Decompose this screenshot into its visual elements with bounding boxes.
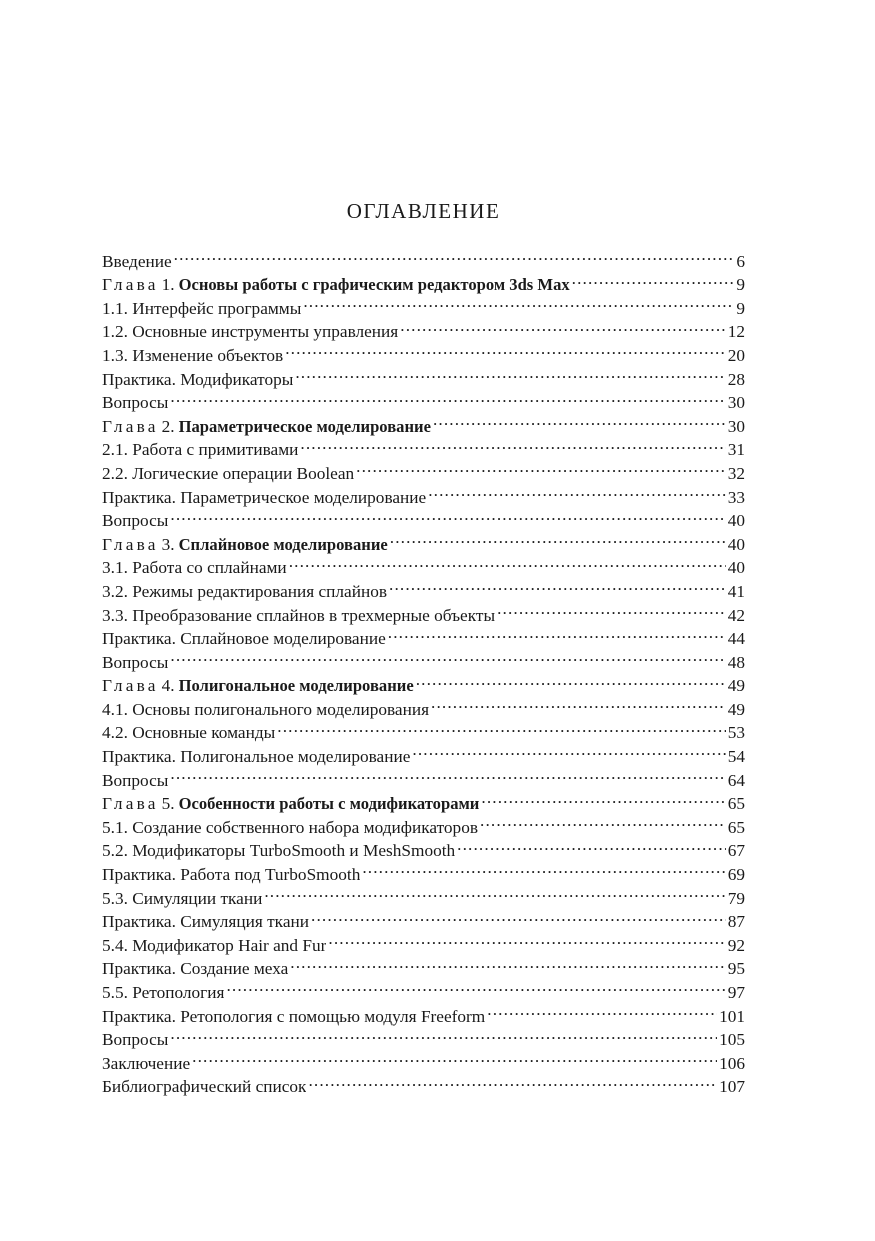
dot-leader xyxy=(433,408,726,432)
dot-leader xyxy=(226,974,725,998)
chapter-prefix: Глава xyxy=(102,534,159,554)
dot-leader xyxy=(174,243,735,267)
toc-entry-label xyxy=(102,674,414,698)
toc-entry-label xyxy=(102,1028,168,1052)
section-title: 1.2. Основные инструменты управления xyxy=(102,322,399,342)
section-title: Практика. Полигональное моделирование xyxy=(102,747,411,767)
page-number: 32 xyxy=(727,463,745,483)
dot-leader xyxy=(300,432,725,456)
dot-leader xyxy=(192,1045,717,1069)
section-title: 5.2. Модификаторы TurboSmooth и MeshSmooth xyxy=(102,841,456,861)
section-title: 5.4. Модификатор Hair and Fur xyxy=(102,935,327,955)
toc-entry-label xyxy=(102,438,298,462)
page-number: 95 xyxy=(727,959,745,979)
section-title: Практика. Работа под TurboSmooth xyxy=(102,865,361,885)
section-title: Вопросы xyxy=(102,770,169,790)
section-title: 4.1. Основы полигонального моделирования xyxy=(102,699,430,719)
section-title: Практика. Параметрическое моделирование xyxy=(102,487,427,507)
page-number: 9 xyxy=(736,275,745,295)
toc-entry[interactable] xyxy=(102,762,745,790)
section-title: Практика. Симуляция ткани xyxy=(102,912,309,932)
page-number: 6 xyxy=(736,251,745,271)
section-title: Вопросы xyxy=(102,393,169,413)
page-number: 40 xyxy=(727,558,745,578)
toc-entry[interactable] xyxy=(102,385,745,413)
dot-leader xyxy=(388,621,726,645)
page-number: 40 xyxy=(727,534,745,554)
section-title: 5.1. Создание собственного набора модификаторов xyxy=(102,817,478,837)
chapter-number: 4. xyxy=(161,676,175,696)
page-number: 65 xyxy=(727,817,745,837)
chapter-number: 2. xyxy=(161,416,175,436)
page-number: 49 xyxy=(727,699,745,719)
toc-entry-label xyxy=(102,391,168,415)
dot-leader xyxy=(295,361,725,385)
toc-entry-label xyxy=(102,509,168,533)
chapter-number: 1. xyxy=(161,275,175,295)
toc-entry-label xyxy=(102,462,354,486)
dot-leader xyxy=(170,503,725,527)
dot-leader xyxy=(572,267,735,291)
toc-entry-label xyxy=(102,769,168,793)
toc-entry[interactable] xyxy=(102,1069,745,1097)
dot-leader xyxy=(481,786,725,810)
page-title: ОГЛАВЛЕНИЕ xyxy=(346,199,501,223)
toc-entry-label xyxy=(102,651,168,675)
page-number: 12 xyxy=(727,322,745,342)
section-title: Практика. Ретопология с помощью модуля Freeform xyxy=(102,1006,486,1026)
dot-leader xyxy=(289,550,726,574)
dot-leader xyxy=(390,526,726,550)
page-number: 64 xyxy=(727,770,745,790)
toc-entry[interactable] xyxy=(102,408,745,436)
dot-leader xyxy=(170,1022,717,1046)
section-title: Вопросы xyxy=(102,652,169,672)
section-title: Вопросы xyxy=(102,1030,169,1050)
page-number: 48 xyxy=(727,652,745,672)
page-number: 20 xyxy=(727,345,745,365)
toc-entry[interactable] xyxy=(102,786,745,814)
dot-leader xyxy=(303,290,734,314)
dot-leader xyxy=(457,833,726,857)
section-title: 2.1. Работа с примитивами xyxy=(102,440,299,460)
section-title: Заключение xyxy=(102,1053,191,1073)
toc-entry-label xyxy=(102,1075,306,1099)
section-title: Введение xyxy=(102,251,172,271)
section-title: 3.1. Работа со сплайнами xyxy=(102,558,287,578)
toc-entry[interactable] xyxy=(102,267,745,295)
toc-entry-label xyxy=(102,721,275,745)
dot-leader xyxy=(389,573,726,597)
dot-leader xyxy=(416,668,726,692)
page-number: 54 xyxy=(727,747,745,767)
page-number: 28 xyxy=(727,369,745,389)
toc-entry[interactable] xyxy=(102,1022,745,1050)
page-number: 92 xyxy=(727,935,745,955)
toc-entry-label xyxy=(102,981,224,1005)
toc-entry-label xyxy=(102,816,478,840)
section-title: 3.3. Преобразование сплайнов в трехмерные объекты xyxy=(102,605,496,625)
page-number: 105 xyxy=(719,1030,745,1050)
dot-leader xyxy=(362,856,725,880)
page-number: 87 xyxy=(727,912,745,932)
section-title: 1.3. Изменение объектов xyxy=(102,345,284,365)
toc-entry[interactable] xyxy=(102,668,745,696)
page-number: 42 xyxy=(727,605,745,625)
dot-leader xyxy=(311,904,726,928)
page-number: 9 xyxy=(736,298,745,318)
chapter-title: Параметрическое моделирование xyxy=(178,416,431,436)
dot-leader xyxy=(308,1069,717,1093)
section-title: Библиографический список xyxy=(102,1077,307,1097)
page-number: 97 xyxy=(727,983,745,1002)
dot-leader xyxy=(277,715,725,739)
dot-leader xyxy=(431,691,726,715)
chapter-title: Сплайновое моделирование xyxy=(178,534,388,554)
dot-leader xyxy=(412,738,725,762)
section-title: 2.2. Логические операции Boolean xyxy=(102,463,355,483)
dot-leader xyxy=(264,880,725,904)
toc-entry-label xyxy=(102,297,301,321)
dot-leader xyxy=(428,479,726,503)
page-number: 79 xyxy=(727,888,745,908)
page-number: 40 xyxy=(727,511,745,531)
toc-list xyxy=(102,243,745,1097)
page-number: 44 xyxy=(727,629,745,649)
page-number: 30 xyxy=(727,416,745,436)
chapter-prefix: Глава xyxy=(102,794,159,814)
dot-leader xyxy=(356,455,726,479)
section-title: Практика. Создание меха xyxy=(102,959,289,979)
dot-leader xyxy=(497,597,726,621)
toc-entry[interactable] xyxy=(102,1045,745,1073)
toc-entry[interactable] xyxy=(102,243,745,271)
section-title: Практика. Модификаторы xyxy=(102,369,294,389)
page-number: 65 xyxy=(727,794,745,814)
section-title: 3.2. Режимы редактирования сплайнов xyxy=(102,581,388,601)
page-number: 41 xyxy=(727,581,745,601)
page-number: 106 xyxy=(719,1053,745,1073)
dot-leader xyxy=(170,385,725,409)
toc-entry-label xyxy=(102,910,309,934)
chapter-prefix: Глава xyxy=(102,275,159,295)
dot-leader xyxy=(285,337,726,361)
chapter-prefix: Глава xyxy=(102,676,159,696)
page-number: 33 xyxy=(727,487,745,507)
page-number: 67 xyxy=(727,841,745,861)
section-title: Практика. Сплайновое моделирование xyxy=(102,629,386,649)
dot-leader xyxy=(170,644,725,668)
chapter-number: 5. xyxy=(161,794,175,814)
section-title: 4.2. Основные команды xyxy=(102,723,276,743)
toc-entry-label xyxy=(102,344,283,368)
page-number: 101 xyxy=(719,1006,745,1026)
section-title: 5.3. Симуляции ткани xyxy=(102,888,263,908)
dot-leader xyxy=(170,762,725,786)
toc-entry[interactable] xyxy=(102,503,745,531)
toc-entry-label xyxy=(102,580,387,604)
page-number: 31 xyxy=(727,440,745,460)
toc-entry-label xyxy=(102,887,262,911)
chapter-title: Полигональное моделирование xyxy=(178,676,414,696)
page-number: 107 xyxy=(719,1077,745,1097)
toc-page xyxy=(102,197,745,1097)
dot-leader xyxy=(480,809,726,833)
section-title: 5.5. Ретопология xyxy=(102,983,225,1002)
dot-leader xyxy=(290,951,725,975)
dot-leader xyxy=(487,998,717,1022)
section-title: 1.1. Интерфейс программы xyxy=(102,298,302,318)
toc-entry[interactable] xyxy=(102,526,745,554)
page-number: 49 xyxy=(727,676,745,696)
page-number: 30 xyxy=(727,393,745,413)
toc-entry[interactable] xyxy=(102,644,745,672)
chapter-number: 3. xyxy=(161,534,175,554)
toc-entry-label xyxy=(102,792,479,816)
chapter-title: Особенности работы с модификаторами xyxy=(178,794,480,814)
dot-leader xyxy=(328,927,725,951)
chapter-prefix: Глава xyxy=(102,416,159,436)
toc-entry-label xyxy=(102,1052,190,1076)
page-number: 53 xyxy=(727,723,745,743)
section-title: Вопросы xyxy=(102,511,169,531)
page-number: 69 xyxy=(727,865,745,885)
dot-leader xyxy=(400,314,725,338)
toc-entry-label xyxy=(102,556,287,580)
toc-entry-label xyxy=(102,250,172,274)
chapter-title: Основы работы с графическим редактором 3ds Max xyxy=(178,275,570,295)
